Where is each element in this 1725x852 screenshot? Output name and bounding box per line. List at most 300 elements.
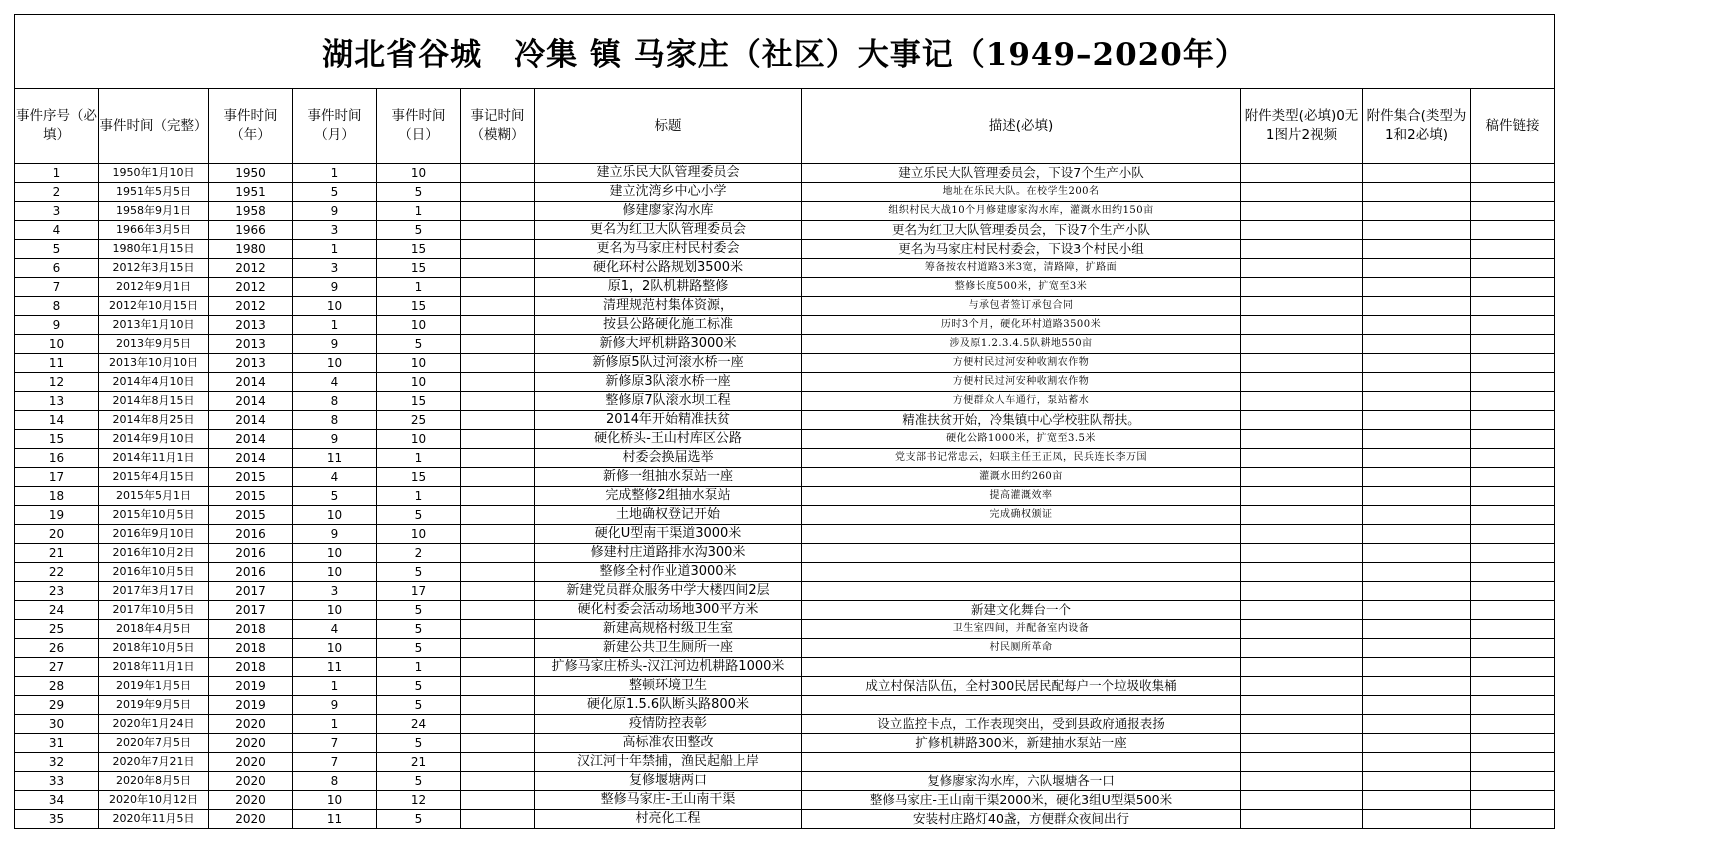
cell-fuzzy[interactable] <box>461 183 535 202</box>
cell-year[interactable]: 2013 <box>209 316 293 335</box>
cell-year[interactable]: 2014 <box>209 430 293 449</box>
cell-attach-type[interactable] <box>1241 240 1363 259</box>
cell-desc[interactable]: 建立乐民大队管理委员会，下设7个生产小队 <box>802 164 1241 183</box>
cell-title[interactable]: 整顿环境卫生 <box>535 677 802 696</box>
cell-date-full[interactable]: 2016年10月5日 <box>99 563 209 582</box>
cell-year[interactable]: 2014 <box>209 449 293 468</box>
cell-attach-set[interactable] <box>1363 354 1471 373</box>
cell-month[interactable]: 11 <box>293 449 377 468</box>
cell-attach-set[interactable] <box>1363 810 1471 829</box>
cell-attach-type[interactable] <box>1241 791 1363 810</box>
cell-year[interactable]: 2017 <box>209 582 293 601</box>
cell-attach-type[interactable] <box>1241 335 1363 354</box>
cell-title[interactable]: 新修原3队滚水桥一座 <box>535 373 802 392</box>
cell-day[interactable]: 10 <box>377 430 461 449</box>
cell-link[interactable] <box>1471 183 1555 202</box>
cell-attach-set[interactable] <box>1363 506 1471 525</box>
header-attach-set[interactable]: 附件集合(类型为1和2必填) <box>1363 89 1471 164</box>
cell-link[interactable] <box>1471 620 1555 639</box>
cell-fuzzy[interactable] <box>461 506 535 525</box>
cell-attach-set[interactable] <box>1363 639 1471 658</box>
cell-fuzzy[interactable] <box>461 639 535 658</box>
cell-link[interactable] <box>1471 639 1555 658</box>
cell-year[interactable]: 2017 <box>209 601 293 620</box>
cell-fuzzy[interactable] <box>461 772 535 791</box>
cell-year[interactable]: 2014 <box>209 373 293 392</box>
cell-attach-set[interactable] <box>1363 278 1471 297</box>
cell-desc[interactable]: 村民厕所革命 <box>802 639 1241 658</box>
cell-date-full[interactable]: 2019年9月5日 <box>99 696 209 715</box>
cell-seq[interactable]: 4 <box>15 221 99 240</box>
cell-day[interactable]: 5 <box>377 639 461 658</box>
cell-seq[interactable]: 32 <box>15 753 99 772</box>
cell-fuzzy[interactable] <box>461 601 535 620</box>
cell-attach-type[interactable] <box>1241 297 1363 316</box>
cell-desc[interactable] <box>802 658 1241 677</box>
cell-attach-set[interactable] <box>1363 259 1471 278</box>
cell-month[interactable]: 9 <box>293 278 377 297</box>
cell-title[interactable]: 建立乐民大队管理委员会 <box>535 164 802 183</box>
cell-year[interactable]: 1966 <box>209 221 293 240</box>
cell-day[interactable]: 5 <box>377 734 461 753</box>
cell-month[interactable]: 3 <box>293 582 377 601</box>
cell-attach-type[interactable] <box>1241 544 1363 563</box>
cell-date-full[interactable]: 2020年7月5日 <box>99 734 209 753</box>
cell-link[interactable] <box>1471 468 1555 487</box>
cell-date-full[interactable]: 2012年3月15日 <box>99 259 209 278</box>
cell-attach-type[interactable] <box>1241 753 1363 772</box>
cell-link[interactable] <box>1471 658 1555 677</box>
cell-seq[interactable]: 29 <box>15 696 99 715</box>
cell-year[interactable]: 1980 <box>209 240 293 259</box>
cell-month[interactable]: 4 <box>293 468 377 487</box>
cell-date-full[interactable]: 2014年8月25日 <box>99 411 209 430</box>
cell-title[interactable]: 整修原7队滚水坝工程 <box>535 392 802 411</box>
cell-month[interactable]: 5 <box>293 487 377 506</box>
cell-title[interactable]: 新建高规格村级卫生室 <box>535 620 802 639</box>
cell-day[interactable]: 15 <box>377 240 461 259</box>
cell-attach-type[interactable] <box>1241 430 1363 449</box>
cell-date-full[interactable]: 2014年9月10日 <box>99 430 209 449</box>
cell-day[interactable]: 1 <box>377 449 461 468</box>
cell-link[interactable] <box>1471 373 1555 392</box>
cell-seq[interactable]: 21 <box>15 544 99 563</box>
cell-attach-set[interactable] <box>1363 183 1471 202</box>
cell-month[interactable]: 8 <box>293 772 377 791</box>
cell-attach-set[interactable] <box>1363 753 1471 772</box>
cell-attach-set[interactable] <box>1363 316 1471 335</box>
cell-fuzzy[interactable] <box>461 544 535 563</box>
cell-desc[interactable]: 完成确权颁证 <box>802 506 1241 525</box>
cell-seq[interactable]: 12 <box>15 373 99 392</box>
cell-year[interactable]: 2020 <box>209 810 293 829</box>
cell-year[interactable]: 2020 <box>209 753 293 772</box>
cell-fuzzy[interactable] <box>461 202 535 221</box>
cell-attach-set[interactable] <box>1363 620 1471 639</box>
cell-attach-type[interactable] <box>1241 696 1363 715</box>
cell-month[interactable]: 10 <box>293 791 377 810</box>
cell-desc[interactable] <box>802 582 1241 601</box>
cell-fuzzy[interactable] <box>461 658 535 677</box>
cell-desc[interactable] <box>802 544 1241 563</box>
cell-attach-set[interactable] <box>1363 392 1471 411</box>
cell-attach-set[interactable] <box>1363 791 1471 810</box>
cell-link[interactable] <box>1471 677 1555 696</box>
cell-desc[interactable]: 党支部书记常忠云，妇联主任王正凤，民兵连长李万国 <box>802 449 1241 468</box>
cell-attach-type[interactable] <box>1241 563 1363 582</box>
cell-link[interactable] <box>1471 449 1555 468</box>
cell-date-full[interactable]: 2015年10月5日 <box>99 506 209 525</box>
cell-attach-type[interactable] <box>1241 164 1363 183</box>
cell-month[interactable]: 8 <box>293 392 377 411</box>
cell-attach-set[interactable] <box>1363 734 1471 753</box>
cell-fuzzy[interactable] <box>461 677 535 696</box>
cell-attach-set[interactable] <box>1363 715 1471 734</box>
cell-desc[interactable]: 复修廖家沟水库，六队堰塘各一口 <box>802 772 1241 791</box>
cell-day[interactable]: 15 <box>377 468 461 487</box>
cell-seq[interactable]: 2 <box>15 183 99 202</box>
cell-date-full[interactable]: 2014年4月10日 <box>99 373 209 392</box>
cell-year[interactable]: 2015 <box>209 468 293 487</box>
cell-year[interactable]: 2018 <box>209 658 293 677</box>
cell-month[interactable]: 8 <box>293 411 377 430</box>
cell-attach-set[interactable] <box>1363 411 1471 430</box>
cell-date-full[interactable]: 2017年10月5日 <box>99 601 209 620</box>
cell-attach-set[interactable] <box>1363 601 1471 620</box>
cell-link[interactable] <box>1471 487 1555 506</box>
cell-month[interactable]: 1 <box>293 240 377 259</box>
cell-attach-set[interactable] <box>1363 696 1471 715</box>
cell-seq[interactable]: 16 <box>15 449 99 468</box>
cell-year[interactable]: 2012 <box>209 297 293 316</box>
cell-month[interactable]: 1 <box>293 677 377 696</box>
cell-fuzzy[interactable] <box>461 392 535 411</box>
cell-desc[interactable]: 组织村民大战10个月修建廖家沟水库，灌溉水田约150亩 <box>802 202 1241 221</box>
cell-month[interactable]: 7 <box>293 734 377 753</box>
cell-desc[interactable]: 更名为红卫大队管理委员会，下设7个生产小队 <box>802 221 1241 240</box>
cell-year[interactable]: 2018 <box>209 620 293 639</box>
cell-year[interactable]: 2020 <box>209 791 293 810</box>
cell-link[interactable] <box>1471 221 1555 240</box>
cell-attach-type[interactable] <box>1241 810 1363 829</box>
cell-attach-set[interactable] <box>1363 240 1471 259</box>
cell-attach-type[interactable] <box>1241 373 1363 392</box>
cell-seq[interactable]: 34 <box>15 791 99 810</box>
cell-desc[interactable]: 与承包者签订承包合同 <box>802 297 1241 316</box>
cell-date-full[interactable]: 1958年9月1日 <box>99 202 209 221</box>
cell-attach-set[interactable] <box>1363 449 1471 468</box>
cell-day[interactable]: 1 <box>377 278 461 297</box>
cell-day[interactable]: 17 <box>377 582 461 601</box>
cell-seq[interactable]: 15 <box>15 430 99 449</box>
cell-desc[interactable]: 安装村庄路灯40盏，方便群众夜间出行 <box>802 810 1241 829</box>
cell-desc[interactable]: 新建文化舞台一个 <box>802 601 1241 620</box>
cell-year[interactable]: 2015 <box>209 487 293 506</box>
cell-link[interactable] <box>1471 544 1555 563</box>
cell-title[interactable]: 硬化原1.5.6队断头路800米 <box>535 696 802 715</box>
cell-date-full[interactable]: 2018年4月5日 <box>99 620 209 639</box>
cell-attach-type[interactable] <box>1241 601 1363 620</box>
header-seq[interactable]: 事件序号（必填） <box>15 89 99 164</box>
cell-desc[interactable] <box>802 563 1241 582</box>
cell-year[interactable]: 1950 <box>209 164 293 183</box>
cell-seq[interactable]: 14 <box>15 411 99 430</box>
cell-month[interactable]: 10 <box>293 639 377 658</box>
cell-fuzzy[interactable] <box>461 715 535 734</box>
cell-date-full[interactable]: 2020年1月24日 <box>99 715 209 734</box>
cell-title[interactable]: 新建党员群众服务中学大楼四间2层 <box>535 582 802 601</box>
cell-attach-set[interactable] <box>1363 658 1471 677</box>
cell-title[interactable]: 硬化环村公路规划3500米 <box>535 259 802 278</box>
cell-title[interactable]: 更名为红卫大队管理委员会 <box>535 221 802 240</box>
header-month[interactable]: 事件时间（月） <box>293 89 377 164</box>
cell-attach-set[interactable] <box>1363 335 1471 354</box>
cell-title[interactable]: 村亮化工程 <box>535 810 802 829</box>
cell-month[interactable]: 1 <box>293 715 377 734</box>
cell-link[interactable] <box>1471 202 1555 221</box>
cell-date-full[interactable]: 2016年9月10日 <box>99 525 209 544</box>
cell-date-full[interactable]: 1966年3月5日 <box>99 221 209 240</box>
cell-date-full[interactable]: 1950年1月10日 <box>99 164 209 183</box>
cell-attach-type[interactable] <box>1241 183 1363 202</box>
cell-day[interactable]: 5 <box>377 810 461 829</box>
cell-link[interactable] <box>1471 525 1555 544</box>
cell-attach-type[interactable] <box>1241 449 1363 468</box>
cell-link[interactable] <box>1471 297 1555 316</box>
cell-fuzzy[interactable] <box>461 563 535 582</box>
cell-month[interactable]: 1 <box>293 164 377 183</box>
cell-link[interactable] <box>1471 772 1555 791</box>
cell-link[interactable] <box>1471 506 1555 525</box>
cell-attach-type[interactable] <box>1241 354 1363 373</box>
cell-title[interactable]: 新修一组抽水泵站一座 <box>535 468 802 487</box>
cell-title[interactable]: 整修马家庄-王山南干渠 <box>535 791 802 810</box>
cell-title[interactable]: 清理规范村集体资源， <box>535 297 802 316</box>
cell-fuzzy[interactable] <box>461 240 535 259</box>
cell-seq[interactable]: 5 <box>15 240 99 259</box>
cell-day[interactable]: 5 <box>377 563 461 582</box>
cell-day[interactable]: 12 <box>377 791 461 810</box>
header-date-full[interactable]: 事件时间（完整） <box>99 89 209 164</box>
cell-month[interactable]: 10 <box>293 506 377 525</box>
cell-title[interactable]: 修建村庄道路排水沟300米 <box>535 544 802 563</box>
cell-seq[interactable]: 6 <box>15 259 99 278</box>
cell-year[interactable]: 2020 <box>209 715 293 734</box>
cell-title[interactable]: 更名为马家庄村民村委会 <box>535 240 802 259</box>
cell-attach-type[interactable] <box>1241 506 1363 525</box>
cell-title[interactable]: 新修大坪机耕路3000米 <box>535 335 802 354</box>
cell-desc[interactable]: 方便村民过河安种收割农作物 <box>802 354 1241 373</box>
cell-day[interactable]: 5 <box>377 506 461 525</box>
cell-year[interactable]: 2012 <box>209 259 293 278</box>
cell-desc[interactable]: 提高灌溉效率 <box>802 487 1241 506</box>
cell-seq[interactable]: 17 <box>15 468 99 487</box>
cell-attach-type[interactable] <box>1241 392 1363 411</box>
cell-link[interactable] <box>1471 259 1555 278</box>
cell-year[interactable]: 2014 <box>209 411 293 430</box>
cell-link[interactable] <box>1471 411 1555 430</box>
cell-attach-set[interactable] <box>1363 563 1471 582</box>
cell-year[interactable]: 2016 <box>209 563 293 582</box>
cell-title[interactable]: 新修原5队过河滚水桥一座 <box>535 354 802 373</box>
cell-link[interactable] <box>1471 601 1555 620</box>
cell-attach-type[interactable] <box>1241 221 1363 240</box>
cell-day[interactable]: 5 <box>377 601 461 620</box>
cell-month[interactable]: 9 <box>293 525 377 544</box>
cell-fuzzy[interactable] <box>461 335 535 354</box>
cell-attach-type[interactable] <box>1241 278 1363 297</box>
cell-year[interactable]: 2015 <box>209 506 293 525</box>
cell-seq[interactable]: 30 <box>15 715 99 734</box>
cell-date-full[interactable]: 2015年4月15日 <box>99 468 209 487</box>
cell-seq[interactable]: 9 <box>15 316 99 335</box>
cell-year[interactable]: 2020 <box>209 772 293 791</box>
cell-link[interactable] <box>1471 734 1555 753</box>
cell-day[interactable]: 5 <box>377 696 461 715</box>
cell-attach-type[interactable] <box>1241 259 1363 278</box>
cell-date-full[interactable]: 2013年1月10日 <box>99 316 209 335</box>
cell-attach-set[interactable] <box>1363 430 1471 449</box>
cell-attach-type[interactable] <box>1241 316 1363 335</box>
cell-day[interactable]: 1 <box>377 487 461 506</box>
cell-year[interactable]: 2012 <box>209 278 293 297</box>
cell-desc[interactable] <box>802 525 1241 544</box>
cell-month[interactable]: 9 <box>293 430 377 449</box>
cell-fuzzy[interactable] <box>461 259 535 278</box>
cell-link[interactable] <box>1471 316 1555 335</box>
cell-desc[interactable]: 硬化公路1000米，扩宽至3.5米 <box>802 430 1241 449</box>
cell-title[interactable]: 完成整修2组抽水泵站 <box>535 487 802 506</box>
cell-title[interactable]: 复修堰塘两口 <box>535 772 802 791</box>
cell-year[interactable]: 2016 <box>209 544 293 563</box>
cell-attach-type[interactable] <box>1241 639 1363 658</box>
cell-year[interactable]: 1951 <box>209 183 293 202</box>
cell-seq[interactable]: 18 <box>15 487 99 506</box>
cell-attach-type[interactable] <box>1241 658 1363 677</box>
cell-fuzzy[interactable] <box>461 430 535 449</box>
cell-seq[interactable]: 33 <box>15 772 99 791</box>
cell-date-full[interactable]: 2012年9月1日 <box>99 278 209 297</box>
cell-link[interactable] <box>1471 430 1555 449</box>
cell-date-full[interactable]: 2018年11月1日 <box>99 658 209 677</box>
cell-month[interactable]: 10 <box>293 354 377 373</box>
cell-seq[interactable]: 23 <box>15 582 99 601</box>
cell-title[interactable]: 修建廖家沟水库 <box>535 202 802 221</box>
cell-fuzzy[interactable] <box>461 164 535 183</box>
cell-day[interactable]: 5 <box>377 335 461 354</box>
cell-link[interactable] <box>1471 164 1555 183</box>
cell-date-full[interactable]: 1980年1月15日 <box>99 240 209 259</box>
cell-day[interactable]: 2 <box>377 544 461 563</box>
cell-desc[interactable] <box>802 696 1241 715</box>
cell-title[interactable]: 汉江河十年禁捕，渔民起船上岸 <box>535 753 802 772</box>
cell-seq[interactable]: 22 <box>15 563 99 582</box>
cell-year[interactable]: 2013 <box>209 354 293 373</box>
cell-seq[interactable]: 20 <box>15 525 99 544</box>
cell-year[interactable]: 2019 <box>209 677 293 696</box>
cell-month[interactable]: 5 <box>293 183 377 202</box>
cell-seq[interactable]: 7 <box>15 278 99 297</box>
cell-month[interactable]: 9 <box>293 335 377 354</box>
cell-title[interactable]: 疫情防控表彰 <box>535 715 802 734</box>
cell-desc[interactable]: 筹备按农村道路3米3宽，清路障，扩路面 <box>802 259 1241 278</box>
cell-attach-set[interactable] <box>1363 164 1471 183</box>
cell-link[interactable] <box>1471 791 1555 810</box>
cell-day[interactable]: 10 <box>377 316 461 335</box>
cell-month[interactable]: 10 <box>293 601 377 620</box>
cell-year[interactable]: 2020 <box>209 734 293 753</box>
cell-month[interactable]: 11 <box>293 810 377 829</box>
cell-day[interactable]: 15 <box>377 259 461 278</box>
cell-seq[interactable]: 35 <box>15 810 99 829</box>
cell-desc[interactable]: 涉及原1.2.3.4.5队耕地550亩 <box>802 335 1241 354</box>
cell-day[interactable]: 5 <box>377 677 461 696</box>
cell-date-full[interactable]: 1951年5月5日 <box>99 183 209 202</box>
header-fuzzy[interactable]: 事记时间（模糊） <box>461 89 535 164</box>
cell-desc[interactable]: 精准扶贫开始，冷集镇中心学校驻队帮扶。 <box>802 411 1241 430</box>
cell-month[interactable]: 9 <box>293 696 377 715</box>
cell-day[interactable]: 10 <box>377 373 461 392</box>
cell-day[interactable]: 1 <box>377 658 461 677</box>
cell-date-full[interactable]: 2020年10月12日 <box>99 791 209 810</box>
cell-attach-type[interactable] <box>1241 715 1363 734</box>
cell-seq[interactable]: 10 <box>15 335 99 354</box>
cell-link[interactable] <box>1471 810 1555 829</box>
cell-attach-type[interactable] <box>1241 468 1363 487</box>
cell-link[interactable] <box>1471 582 1555 601</box>
cell-title[interactable]: 整修全村作业道3000米 <box>535 563 802 582</box>
cell-desc[interactable]: 更名为马家庄村民村委会，下设3个村民小组 <box>802 240 1241 259</box>
header-desc[interactable]: 描述(必填) <box>802 89 1241 164</box>
cell-link[interactable] <box>1471 696 1555 715</box>
cell-month[interactable]: 10 <box>293 297 377 316</box>
cell-title[interactable]: 新建公共卫生厕所一座 <box>535 639 802 658</box>
cell-month[interactable]: 3 <box>293 221 377 240</box>
cell-year[interactable]: 2016 <box>209 525 293 544</box>
cell-desc[interactable]: 扩修机耕路300米，新建抽水泵站一座 <box>802 734 1241 753</box>
cell-year[interactable]: 2013 <box>209 335 293 354</box>
cell-date-full[interactable]: 2012年10月15日 <box>99 297 209 316</box>
cell-date-full[interactable]: 2020年7月21日 <box>99 753 209 772</box>
cell-seq[interactable]: 26 <box>15 639 99 658</box>
cell-title[interactable]: 高标准农田整改 <box>535 734 802 753</box>
cell-fuzzy[interactable] <box>461 696 535 715</box>
cell-day[interactable]: 5 <box>377 221 461 240</box>
cell-seq[interactable]: 1 <box>15 164 99 183</box>
cell-fuzzy[interactable] <box>461 582 535 601</box>
header-day[interactable]: 事件时间（日） <box>377 89 461 164</box>
cell-fuzzy[interactable] <box>461 753 535 772</box>
cell-fuzzy[interactable] <box>461 734 535 753</box>
cell-date-full[interactable]: 2020年11月5日 <box>99 810 209 829</box>
cell-title[interactable]: 按县公路硬化施工标准 <box>535 316 802 335</box>
cell-attach-set[interactable] <box>1363 373 1471 392</box>
cell-month[interactable]: 4 <box>293 373 377 392</box>
cell-attach-type[interactable] <box>1241 525 1363 544</box>
cell-fuzzy[interactable] <box>461 354 535 373</box>
cell-date-full[interactable]: 2014年11月1日 <box>99 449 209 468</box>
cell-date-full[interactable]: 2015年5月1日 <box>99 487 209 506</box>
cell-link[interactable] <box>1471 354 1555 373</box>
cell-attach-set[interactable] <box>1363 297 1471 316</box>
cell-desc[interactable]: 卫生室四间，并配备室内设备 <box>802 620 1241 639</box>
cell-desc[interactable]: 灌溉水田约260亩 <box>802 468 1241 487</box>
cell-attach-set[interactable] <box>1363 677 1471 696</box>
cell-fuzzy[interactable] <box>461 278 535 297</box>
cell-year[interactable]: 1958 <box>209 202 293 221</box>
cell-desc[interactable]: 整修马家庄-王山南干渠2000米，硬化3组U型渠500米 <box>802 791 1241 810</box>
cell-desc[interactable]: 设立监控卡点，工作表现突出，受到县政府通报表扬 <box>802 715 1241 734</box>
